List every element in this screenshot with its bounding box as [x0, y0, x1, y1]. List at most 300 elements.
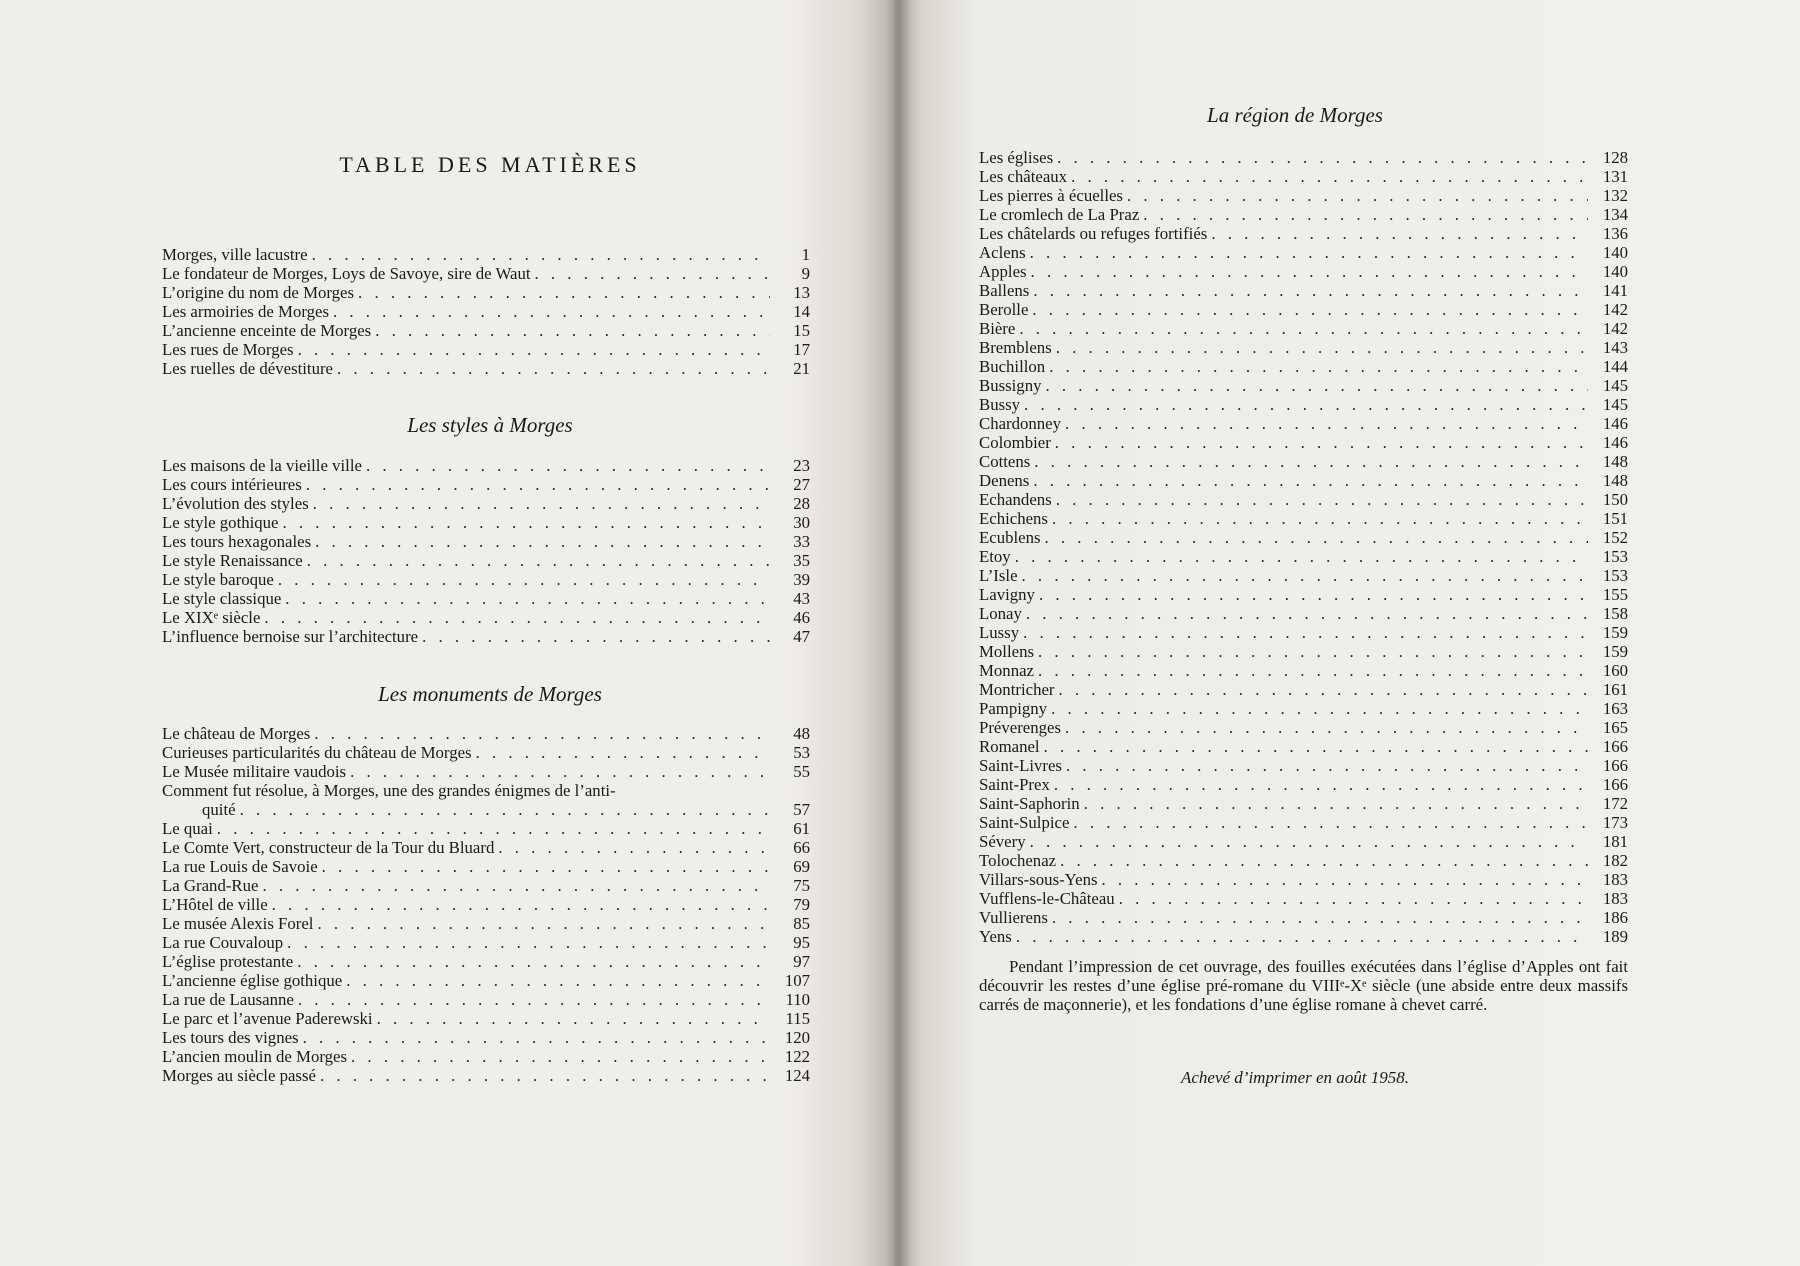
toc-entry-title: Colombier [979, 433, 1051, 452]
section-title-monuments: Les monuments de Morges [378, 682, 602, 706]
toc-page-number: 21 [793, 359, 810, 378]
toc-page-number: 148 [1602, 471, 1628, 490]
toc-entry-title: L’ancienne église gothique [162, 971, 343, 990]
toc-page-number: 165 [1602, 718, 1628, 737]
toc-entry [979, 737, 1628, 756]
toc-entry-title: Le quai [162, 819, 213, 838]
toc-page-number: 166 [1602, 775, 1628, 794]
toc-page-number: 120 [784, 1028, 810, 1047]
toc-entry [979, 262, 1628, 281]
leader-dots [1033, 281, 1588, 300]
toc-entry-title: Lussy [979, 623, 1020, 642]
toc-entry-title-cont: quité [202, 800, 236, 819]
toc-entry-title: Cottens [979, 452, 1031, 471]
toc-page-number: 28 [793, 494, 810, 513]
toc-entry [162, 302, 810, 321]
leader-dots [240, 800, 770, 819]
toc-page-number: 160 [1602, 661, 1628, 680]
toc-entry [162, 245, 810, 264]
toc-entry [979, 357, 1628, 376]
toc-entry [162, 359, 810, 378]
toc-page-number: 132 [1602, 186, 1628, 205]
toc-entry [979, 604, 1628, 623]
region-title: La région de Morges [1207, 103, 1383, 127]
colophon: Achevé d’imprimer en août 1958. [1180, 1068, 1410, 1087]
leader-dots [1056, 338, 1588, 357]
toc-page-number: 152 [1602, 528, 1628, 547]
toc-entry-title: Pampigny [979, 699, 1048, 718]
toc-page-number: 46 [793, 608, 810, 627]
toc-entry-title: L’Hôtel de ville [162, 895, 268, 914]
leader-dots [1030, 832, 1588, 851]
leader-dots [264, 608, 770, 627]
leader-dots [307, 551, 770, 570]
toc-entry-title: Le style baroque [162, 570, 274, 589]
leader-dots [1049, 357, 1588, 376]
toc-page-number: 14 [793, 302, 810, 321]
toc-entry-title: Lavigny [979, 585, 1035, 604]
page-title: TABLE DES MATIÈRES [339, 152, 641, 177]
toc-page-number: 124 [784, 1066, 810, 1085]
toc-page-number: 173 [1602, 813, 1628, 832]
toc-entry [979, 775, 1628, 794]
toc-entry-title: Etoy [979, 547, 1011, 566]
toc-entry-title: Aclens [979, 243, 1026, 262]
toc-entry [979, 243, 1628, 262]
leader-dots [351, 1047, 770, 1066]
toc-page-number: 144 [1602, 357, 1628, 376]
toc-page-number: 161 [1602, 680, 1628, 699]
toc-page-number: 140 [1602, 243, 1628, 262]
toc-entry-title: L’influence bernoise sur l’architecture [162, 627, 419, 646]
toc-page-number: 13 [793, 283, 810, 302]
toc-entry [162, 570, 810, 589]
leader-dots [1057, 148, 1588, 167]
leader-dots [1055, 433, 1588, 452]
toc-entry-title: Les rues de Morges [162, 340, 294, 359]
toc-entry-title: L’évolution des styles [162, 494, 309, 513]
toc-entry-title: Le fondateur de Morges, Loys de Savoye, sire de Waut [162, 264, 531, 283]
toc-entry [162, 283, 810, 302]
toc-entry [979, 471, 1628, 490]
toc-page-number: 85 [793, 914, 810, 933]
toc-entry [162, 1066, 810, 1085]
leader-dots [217, 819, 770, 838]
toc-entry-title: Le style gothique [162, 513, 279, 532]
leader-dots [1102, 870, 1589, 889]
toc-entry-title: Les ruelles de dévestiture [162, 359, 334, 378]
leader-dots [1065, 718, 1588, 737]
toc-entry [162, 876, 810, 895]
toc-page-number: 33 [793, 532, 810, 551]
toc-page-number: 122 [784, 1047, 810, 1066]
leader-dots [498, 838, 770, 857]
toc-entry-title: Curieuses particularités du château de Morges [162, 743, 472, 762]
leader-dots [303, 1028, 770, 1047]
leader-dots [337, 359, 770, 378]
leader-dots [358, 283, 770, 302]
toc-page-number: 57 [793, 800, 810, 819]
toc-entry [979, 224, 1628, 243]
toc-entry [162, 819, 810, 838]
toc-entry [162, 971, 810, 990]
toc-entry [162, 340, 810, 359]
leader-dots [1024, 395, 1588, 414]
toc-entry-title: Ballens [979, 281, 1030, 300]
toc-entry-title: La rue de Lausanne [162, 990, 294, 1009]
toc-entry-title: Saint-Sulpice [979, 813, 1070, 832]
leader-dots [312, 245, 770, 264]
toc-entry-title: Comment fut résolue, à Morges, une des grandes énigmes de l’anti- [162, 781, 616, 800]
leader-dots [346, 971, 770, 990]
toc-entry [162, 895, 810, 914]
toc-page-number: 9 [801, 264, 810, 283]
section-title-styles: Les styles à Morges [407, 413, 573, 437]
toc-page-number: 39 [793, 570, 810, 589]
toc-page-number: 69 [793, 857, 810, 876]
toc-entry-title: Le XIXᵉ siècle [162, 608, 261, 627]
toc-page-number: 15 [793, 321, 810, 340]
toc-page-number: 66 [793, 838, 810, 857]
leader-dots [1211, 224, 1588, 243]
leader-dots [1038, 642, 1588, 661]
leader-dots [322, 857, 770, 876]
toc-entry [162, 608, 810, 627]
toc-entry [979, 794, 1628, 813]
toc-page-number: 146 [1602, 414, 1628, 433]
toc-entry-title: Les châteaux [979, 167, 1068, 186]
monuments-toc [162, 724, 810, 1085]
toc-entry [162, 456, 810, 475]
toc-entry-title: Le cromlech de La Praz [979, 205, 1140, 224]
toc-page-number: 75 [793, 876, 810, 895]
toc-entry [979, 300, 1628, 319]
leader-dots [1026, 604, 1588, 623]
toc-entry-title: Mollens [979, 642, 1035, 661]
toc-entry [162, 589, 810, 608]
toc-page-number: 97 [793, 952, 810, 971]
leader-dots [375, 321, 770, 340]
toc-page-number: 1 [801, 245, 810, 264]
toc-entry [979, 395, 1628, 414]
toc-entry-title: Tolochenaz [979, 851, 1057, 870]
leader-dots [422, 627, 770, 646]
toc-entry [162, 1047, 810, 1066]
leader-dots [1015, 547, 1588, 566]
toc-entry-title: Les tours hexagonales [162, 532, 312, 551]
toc-page-number: 166 [1602, 737, 1628, 756]
toc-entry [162, 494, 810, 513]
leader-dots [1071, 167, 1588, 186]
toc-entry-title: La rue Louis de Savoie [162, 857, 318, 876]
toc-entry [162, 513, 810, 532]
toc-page-number: 134 [1602, 205, 1628, 224]
toc-page-number: 47 [793, 627, 810, 646]
toc-entry-title: L’Isle [979, 566, 1018, 585]
toc-entry-title: Montricher [979, 680, 1055, 699]
toc-page-number: 172 [1602, 794, 1628, 813]
leader-dots [1034, 452, 1588, 471]
toc-entry [162, 743, 810, 762]
leader-dots [1066, 756, 1588, 775]
toc-entry [162, 933, 810, 952]
leader-dots [298, 990, 770, 1009]
leader-dots [1039, 585, 1588, 604]
toc-entry-title: Préverenges [979, 718, 1062, 737]
toc-entry [162, 1028, 810, 1047]
toc-entry-title: Buchillon [979, 357, 1046, 376]
toc-page-number: 142 [1602, 319, 1628, 338]
toc-entry [162, 724, 810, 743]
toc-entry [979, 927, 1628, 946]
toc-entry [162, 762, 810, 781]
toc-entry-title: Chardonney [979, 414, 1062, 433]
leader-dots [1059, 680, 1589, 699]
toc-entry [979, 490, 1628, 509]
toc-entry [162, 857, 810, 876]
toc-entry-title: Villars-sous-Yens [979, 870, 1098, 889]
leader-dots [278, 570, 770, 589]
toc-page-number: 61 [793, 819, 810, 838]
leader-dots [1023, 623, 1588, 642]
toc-entry-title: Lonay [979, 604, 1022, 623]
leader-dots [1054, 775, 1588, 794]
toc-entry [979, 167, 1628, 186]
toc-page-number: 145 [1602, 395, 1628, 414]
leader-dots [1127, 186, 1588, 205]
toc-entry-title: L’ancienne enceinte de Morges [162, 321, 372, 340]
leader-dots [1065, 414, 1588, 433]
leader-dots [377, 1009, 770, 1028]
toc-page-number: 43 [793, 589, 810, 608]
toc-page-number: 155 [1602, 585, 1628, 604]
leader-dots [1084, 794, 1588, 813]
leader-dots [285, 589, 770, 608]
toc-entry-title: Morges au siècle passé [162, 1066, 316, 1085]
toc-page-number: 53 [793, 743, 810, 762]
toc-entry-title: Monnaz [979, 661, 1034, 680]
toc-page-number: 131 [1602, 167, 1628, 186]
toc-entry [979, 509, 1628, 528]
toc-entry [979, 281, 1628, 300]
toc-entry [162, 781, 810, 819]
toc-entry [162, 551, 810, 570]
leader-dots [1119, 889, 1588, 908]
toc-entry [979, 376, 1628, 395]
toc-entry [979, 699, 1628, 718]
toc-entry-title: Morges, ville lacustre [162, 245, 308, 264]
toc-entry [979, 452, 1628, 471]
toc-entry [979, 433, 1628, 452]
toc-entry-title: Le château de Morges [162, 724, 311, 743]
leader-dots [317, 914, 770, 933]
toc-entry [979, 547, 1628, 566]
toc-entry-title: Apples [979, 262, 1027, 281]
toc-entry [979, 186, 1628, 205]
toc-page-number: 148 [1602, 452, 1628, 471]
toc-entry [162, 627, 810, 646]
toc-entry [979, 566, 1628, 585]
toc-entry [979, 528, 1628, 547]
toc-entry-title: Denens [979, 471, 1030, 490]
leader-dots [314, 724, 770, 743]
toc-entry-title: Le Musée militaire vaudois [162, 762, 347, 781]
toc-page-number: 143 [1602, 338, 1628, 357]
left-page [0, 0, 895, 1266]
toc-entry [162, 1009, 810, 1028]
toc-entry [162, 952, 810, 971]
styles-toc [162, 456, 810, 646]
leader-dots [535, 264, 770, 283]
leader-dots [366, 456, 770, 475]
toc-page-number: 141 [1602, 281, 1628, 300]
leader-dots [283, 513, 770, 532]
toc-page-number: 153 [1602, 547, 1628, 566]
leader-dots [313, 494, 770, 513]
toc-entry [979, 319, 1628, 338]
toc-entry-title: Le style Renaissance [162, 551, 303, 570]
toc-entry-title: Saint-Prex [979, 775, 1050, 794]
leader-dots [272, 895, 770, 914]
leader-dots [320, 1066, 770, 1085]
leader-dots [1022, 566, 1588, 585]
toc-entry-title: Sévery [979, 832, 1026, 851]
leader-dots [1052, 509, 1588, 528]
toc-entry-title: Les cours intérieures [162, 475, 302, 494]
toc-entry [979, 642, 1628, 661]
toc-entry [979, 338, 1628, 357]
toc-page-number: 146 [1602, 433, 1628, 452]
toc-entry-title: Bussy [979, 395, 1021, 414]
toc-page-number: 55 [793, 762, 810, 781]
toc-page-number: 183 [1602, 889, 1628, 908]
leader-dots [476, 743, 770, 762]
toc-page-number: 35 [793, 551, 810, 570]
leader-dots [306, 475, 770, 494]
toc-page-number: 166 [1602, 756, 1628, 775]
toc-page-number: 150 [1602, 490, 1628, 509]
toc-page-number: 159 [1602, 623, 1628, 642]
toc-entry-title: Yens [979, 927, 1012, 946]
toc-entry-title: Le style classique [162, 589, 282, 608]
leader-dots [1045, 528, 1588, 547]
leader-dots [1030, 243, 1588, 262]
toc-entry-title: L’église protestante [162, 952, 294, 971]
toc-page-number: 115 [785, 1009, 810, 1028]
toc-entry [979, 661, 1628, 680]
toc-entry-title: L’origine du nom de Morges [162, 283, 355, 302]
toc-entry [979, 585, 1628, 604]
leader-dots [1019, 319, 1588, 338]
toc-page-number: 95 [793, 933, 810, 952]
toc-entry-title: Le Comte Vert, constructeur de la Tour du Bluard [162, 838, 495, 857]
toc-entry [979, 414, 1628, 433]
leader-dots [287, 933, 770, 952]
toc-entry-title: Les églises [979, 148, 1054, 167]
toc-page-number: 23 [793, 456, 810, 475]
toc-page-number: 17 [793, 340, 810, 359]
toc-page-number: 140 [1602, 262, 1628, 281]
toc-entry [979, 870, 1628, 889]
toc-entry-title: Les pierres à écuelles [979, 186, 1123, 205]
toc-entry-title: Les armoiries de Morges [162, 302, 329, 321]
toc-entry-title: Bremblens [979, 338, 1052, 357]
toc-entry-title: Romanel [979, 737, 1040, 756]
toc-entry-title: Les tours des vignes [162, 1028, 299, 1047]
leader-dots [1045, 376, 1588, 395]
toc-entry-title: Berolle [979, 300, 1029, 319]
toc-entry [979, 680, 1628, 699]
toc-entry [979, 718, 1628, 737]
toc-entry [162, 532, 810, 551]
leader-dots [298, 340, 770, 359]
leader-dots [1038, 661, 1588, 680]
toc-entry [979, 813, 1628, 832]
toc-entry-title: Le musée Alexis Forel [162, 914, 314, 933]
toc-entry [979, 851, 1628, 870]
toc-entry-title: Bussigny [979, 376, 1042, 395]
region-toc [979, 148, 1628, 946]
leader-dots [297, 952, 770, 971]
toc-page-number: 163 [1602, 699, 1628, 718]
leader-dots [1051, 699, 1588, 718]
toc-entry-title: Ecublens [979, 528, 1041, 547]
toc-page-number: 153 [1602, 566, 1628, 585]
leader-dots [1143, 205, 1588, 224]
toc-entry-title: Le parc et l’avenue Paderewski [162, 1009, 373, 1028]
leader-dots [1060, 851, 1588, 870]
toc-entry-title: L’ancien moulin de Morges [162, 1047, 348, 1066]
leader-dots [1032, 300, 1588, 319]
toc-page-number: 27 [793, 475, 810, 494]
leader-dots [315, 532, 770, 551]
toc-page-number: 186 [1602, 908, 1628, 927]
toc-page-number: 145 [1602, 376, 1628, 395]
toc-page-number: 30 [793, 513, 810, 532]
toc-entry-title: Vufflens-le-Château [979, 889, 1115, 908]
leader-dots [333, 302, 770, 321]
toc-page-number: 159 [1602, 642, 1628, 661]
toc-entry-title: Echandens [979, 490, 1052, 509]
printing-note: Pendant l’impression de cet ouvrage, des fouilles exécutées dans l’église d’Apples ont fait découvrir les restes d’une église pré-romane du VIIIᵉ-Xᵉ siècle (une abside entre deux massifs carrés de maçonnerie), et les fondations d’une église romane à chevet carré. [979, 957, 1628, 1014]
toc-entry [162, 838, 810, 857]
leader-dots [1044, 737, 1588, 756]
toc-entry [162, 321, 810, 340]
toc-page-number: 182 [1602, 851, 1628, 870]
leader-dots [1073, 813, 1588, 832]
toc-entry-title: La Grand-Rue [162, 876, 259, 895]
leader-dots [1033, 471, 1588, 490]
leader-dots [1016, 927, 1588, 946]
toc-page-number: 136 [1602, 224, 1628, 243]
toc-entry [162, 475, 810, 494]
toc-entry-title: Saint-Saphorin [979, 794, 1080, 813]
toc-entry [979, 205, 1628, 224]
toc-entry [162, 264, 810, 283]
toc-entry [979, 908, 1628, 927]
toc-entry [979, 832, 1628, 851]
toc-page-number: 142 [1602, 300, 1628, 319]
leader-dots [350, 762, 770, 781]
toc-page-number: 189 [1602, 927, 1628, 946]
toc-entry-title: Saint-Livres [979, 756, 1062, 775]
toc-entry [979, 623, 1628, 642]
toc-entry [162, 990, 810, 1009]
leader-dots [1056, 490, 1588, 509]
toc-entry-title: Les châtelards ou refuges fortifiés [979, 224, 1208, 243]
toc-entry-title: Bière [979, 319, 1016, 338]
toc-entry [979, 756, 1628, 775]
